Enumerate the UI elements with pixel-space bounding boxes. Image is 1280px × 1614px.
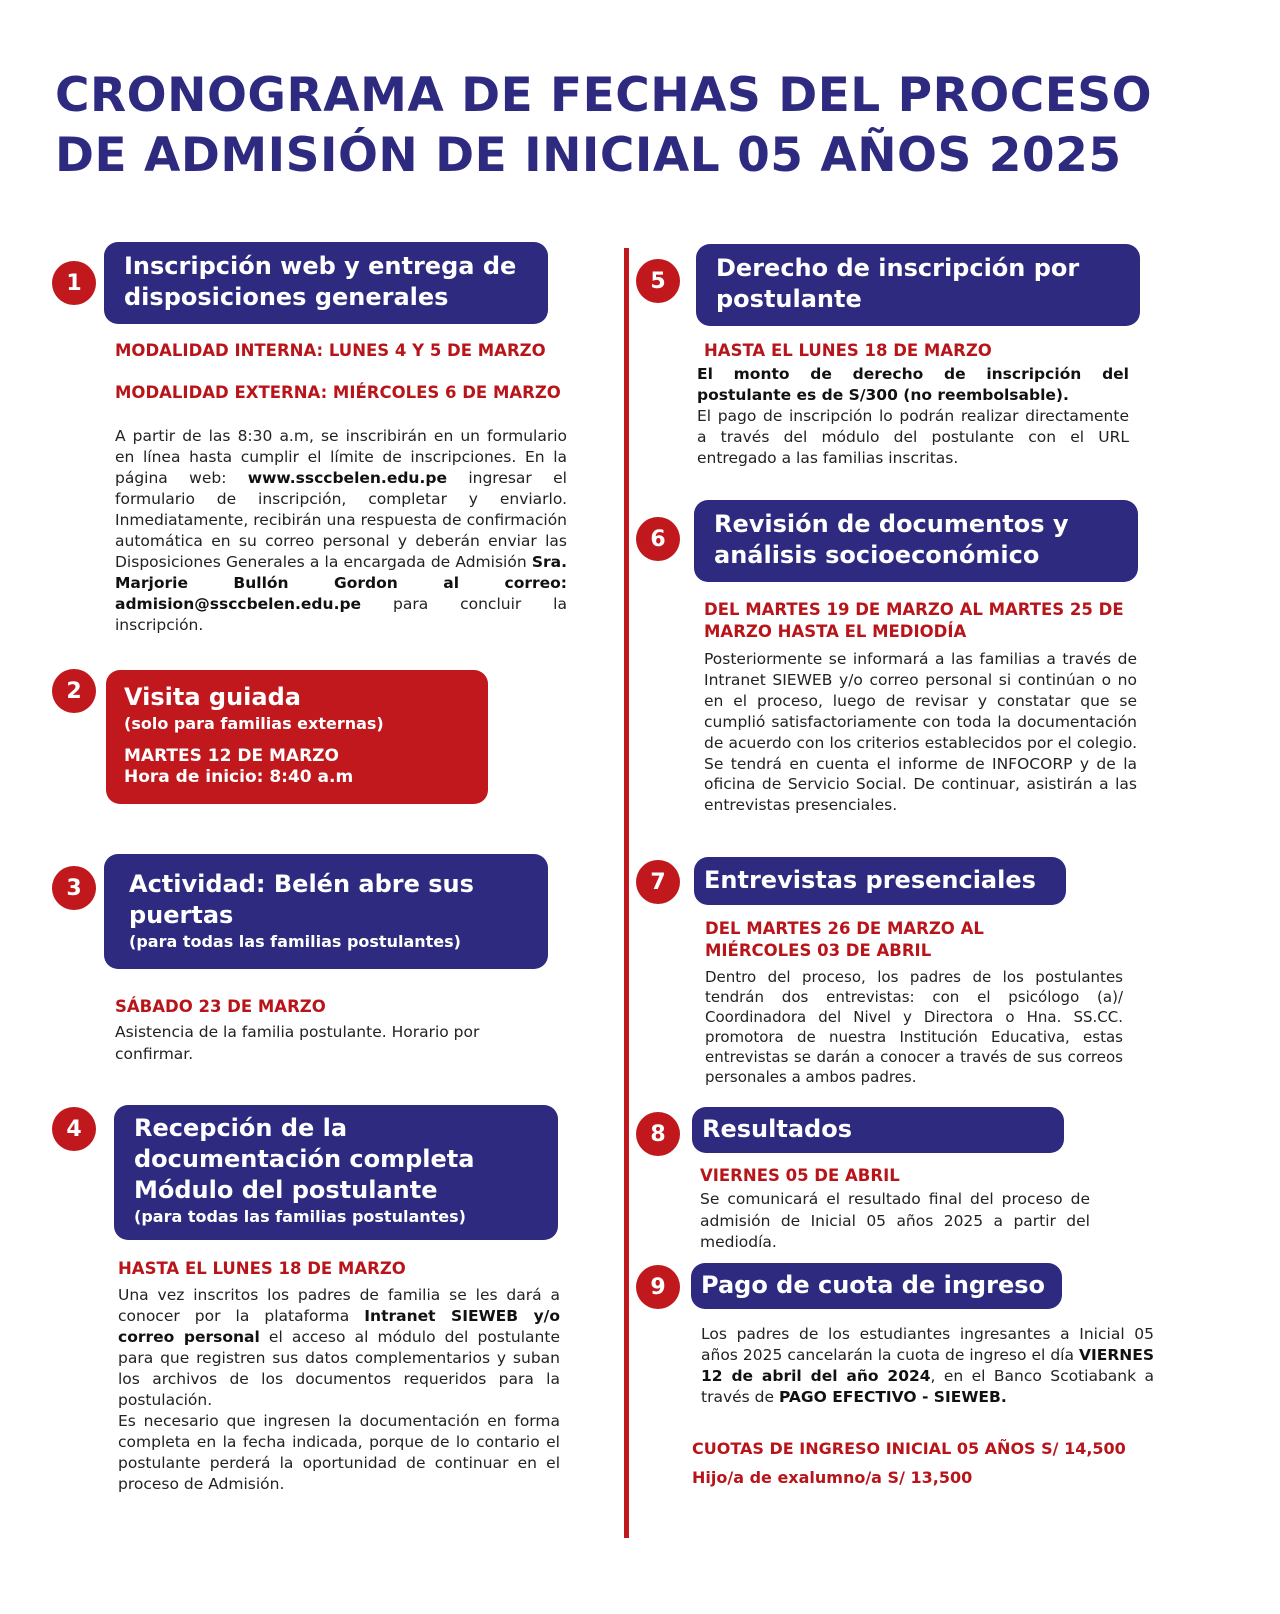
step-7-number: 7: [636, 860, 680, 904]
step-3-date: SÁBADO 23 DE MARZO: [115, 997, 326, 1016]
step-7-date-line2: MIÉRCOLES 03 DE ABRIL: [705, 941, 932, 960]
step-1-date-external: MODALIDAD EXTERNA: MIÉRCOLES 6 DE MARZO: [115, 383, 561, 402]
step-1-text: [115, 426, 567, 636]
step-9-header: [691, 1263, 1062, 1309]
step-3-header: [104, 854, 548, 969]
step-1-number: 1: [52, 261, 96, 305]
step-9-text-a: Los padres de los estudiantes ingresantes a Inicial 05 años 2025 cancelarán la cuota de ingreso el día: [701, 1325, 1154, 1364]
step-9-payment-method: PAGO EFECTIVO - SIEWEB.: [778, 1388, 1007, 1406]
step-6-date-line1: DEL MARTES 19 DE MARZO AL MARTES 25 DE: [704, 600, 1124, 619]
step-4-header: [114, 1105, 558, 1240]
step-4-heading-line1: Recepción de la: [134, 1114, 348, 1142]
step-6-date: [704, 599, 1124, 643]
step-9-heading: Pago de cuota de ingreso: [701, 1271, 1045, 1299]
column-divider: [624, 248, 629, 1538]
step-2-heading: Visita guiada: [124, 683, 301, 711]
step-4-date: HASTA EL LUNES 18 DE MARZO: [118, 1259, 406, 1278]
step-4-number: 4: [52, 1107, 96, 1151]
step-6-text: Posteriormente se informará a las familias a través de Intranet SIEWEB y/o correo personal si continúan o no en el proceso, luego de revisar y constatar que se cumplió satisfactoriamente con toda la documentación de acuerdo con los criterios establecidos por el colegio. Se tendrá en cuenta el informe de INFOCORP y de la oficina de Servicio Social. De continuar, asistirán a las entrevistas presenciales.: [704, 650, 1137, 815]
fee-regular: CUOTAS DE INGRESO INICIAL 05 AÑOS S/ 14,500: [692, 1439, 1126, 1458]
step-8-heading: Resultados: [702, 1115, 852, 1143]
step-6-heading-line1: Revisión de documentos y: [714, 510, 1069, 538]
step-3-number: 3: [52, 866, 96, 910]
step-7-date-line1: DEL MARTES 26 DE MARZO AL: [705, 919, 984, 938]
step-1-contact: Sra. Marjorie Bullón Gordon al correo: admision@ssccbelen.edu.pe: [115, 553, 567, 613]
step-1-heading-line1: Inscripción web y entrega de: [124, 252, 517, 280]
step-4-text-c: Es necesario que ingresen la documentación en forma completa en la fecha indicada, porque de lo contario el postulante perderá la oportunidad de continuar en el proceso de Admisión.: [118, 1412, 560, 1493]
step-4-text: [118, 1285, 560, 1495]
step-9-text-b: , en el Banco Scotiabank a través de: [701, 1367, 1154, 1406]
step-4-subheading: (para todas las familias postulantes): [134, 1207, 466, 1226]
step-4-text-b: el acceso al módulo del postulante para que registren sus datos complementarios y suban los archivos de los documentos requeridos para la postulación.: [118, 1328, 560, 1409]
step-5-heading-line2: postulante: [716, 285, 862, 313]
step-6-heading-line2: análisis socioeconómico: [714, 541, 1040, 569]
step-4-text-bold: Intranet SIEWEB y/o correo personal: [118, 1307, 560, 1346]
step-1-text-c: para concluir la inscripción.: [115, 595, 567, 634]
step-8-date: VIERNES 05 DE ABRIL: [700, 1166, 900, 1185]
page-title: [55, 66, 1235, 186]
step-4-heading-line2: documentación completa: [134, 1145, 475, 1173]
step-4-heading-line3: Módulo del postulante: [134, 1176, 438, 1204]
step-8-header: [692, 1107, 1064, 1153]
step-3-heading-line2: puertas: [129, 901, 234, 929]
step-6-number: 6: [636, 517, 680, 561]
step-1-text-b: ingresar el formulario de inscripción, completar y enviarlo. Inmediatamente, recibirán una respuesta de confirmación automática en su correo personal y deberán enviar las Disposiciones Generales a la encargada de Admisión: [115, 469, 567, 571]
step-9-number: 9: [636, 1265, 680, 1309]
step-8-text: Se comunicará el resultado final del proceso de admisión de Inicial 05 años 2025 a partir del mediodía.: [700, 1190, 1090, 1251]
title-line-2: DE ADMISIÓN DE INICIAL 05 AÑOS 2025: [55, 128, 1122, 183]
step-5-text-bold: El monto de derecho de inscripción del postulante es de S/300 (no reembolsable).: [697, 365, 1129, 404]
step-6-header: [694, 500, 1138, 582]
step-1-heading-line2: disposiciones generales: [124, 283, 449, 311]
step-9-payment-date: VIERNES 12 de abril del año 2024: [701, 1346, 1154, 1385]
step-2-time: Hora de inicio: 8:40 a.m: [124, 767, 354, 787]
step-3-heading-line1: Actividad: Belén abre sus: [129, 870, 474, 898]
step-3-text: Asistencia de la familia postulante. Horario por confirmar.: [115, 1023, 480, 1063]
step-1-header: [104, 242, 548, 324]
step-5-header: [696, 244, 1140, 326]
step-2-subheading: (solo para familias externas): [124, 714, 384, 733]
step-5-heading-line1: Derecho de inscripción por: [716, 254, 1080, 282]
title-line-1: CRONOGRAMA DE FECHAS DEL PROCESO: [55, 68, 1153, 123]
step-2-number: 2: [52, 669, 96, 713]
step-7-header: [694, 857, 1066, 905]
step-5-text-plain: El pago de inscripción lo podrán realizar directamente a través del módulo del postulante con el URL entregado a las familias inscritas.: [697, 407, 1129, 467]
fee-alumni: Hijo/a de exalumno/a S/ 13,500: [692, 1468, 973, 1487]
step-7-text: Dentro del proceso, los padres de los postulantes tendrán dos entrevistas: con el psicólogo (a)/ Coordinadora del Nivel y Directora o Hna. SS.CC. promotora de nuestra Institución Educativa, estas entrevistas se darán a conocer a través de sus correos personales a ambos padres.: [705, 968, 1123, 1086]
step-8-number: 8: [636, 1112, 680, 1156]
step-1-text-a: A partir de las 8:30 a.m, se inscribirán en un formulario en línea hasta cumplir el límite de inscripciones. En la página web:: [115, 427, 567, 487]
step-2-date: MARTES 12 DE MARZO: [124, 746, 339, 766]
step-1-date-internal: MODALIDAD INTERNA: LUNES 4 Y 5 DE MARZO: [115, 341, 546, 360]
step-6-date-line2: MARZO HASTA EL MEDIODÍA: [704, 622, 967, 641]
step-9-text: [701, 1324, 1154, 1408]
step-9-fees: [692, 1434, 1126, 1492]
step-5-date: HASTA EL LUNES 18 DE MARZO: [704, 341, 992, 360]
step-7-date: [705, 918, 984, 962]
step-7-heading: Entrevistas presenciales: [704, 866, 1036, 894]
step-5-text: [697, 364, 1129, 469]
step-2-header: [106, 670, 488, 804]
step-4-text-a: Una vez inscritos los padres de familia se les dará a conocer por la plataforma: [118, 1286, 560, 1325]
step-1-url-link[interactable]: www.ssccbelen.edu.pe: [247, 469, 447, 487]
step-5-number: 5: [636, 259, 680, 303]
step-3-subheading: (para todas las familias postulantes): [129, 932, 461, 951]
